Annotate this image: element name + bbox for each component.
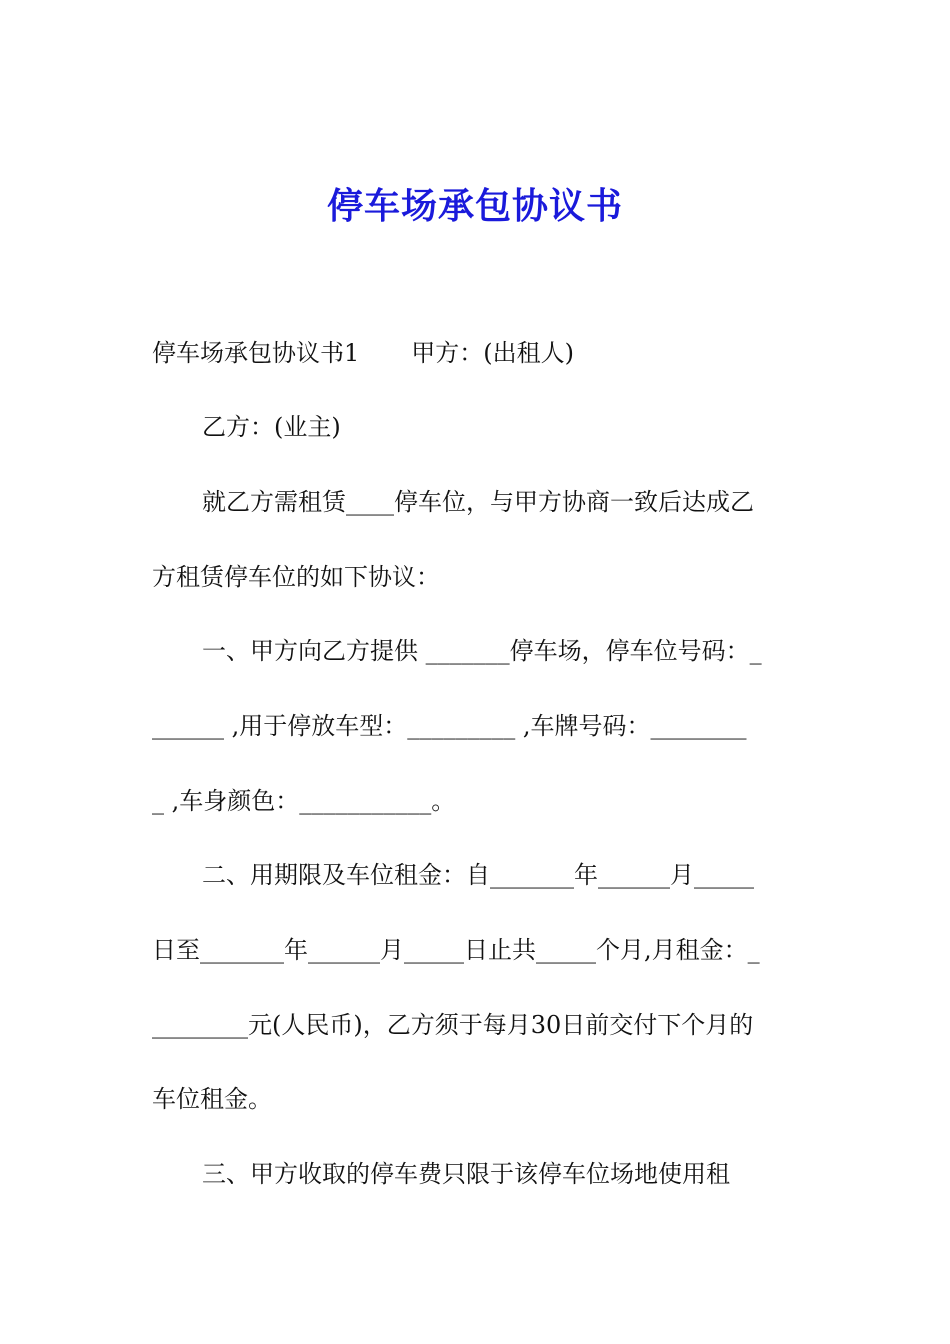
clause-1-line-2: ______ ,用于停放车型：_________ ,车牌号码：________ bbox=[152, 712, 747, 740]
clause-3-line-1: 三、甲方收取的停车费只限于该停车位场地使用租 bbox=[202, 1160, 730, 1188]
clause-1-line-1: 一、甲方向乙方提供 _______停车场，停车位号码：_ bbox=[202, 637, 762, 665]
clause-2-line-2: 日至_______年______月_____日止共_____个月,月租金：_ bbox=[152, 936, 760, 964]
agreement-subtitle: 停车场承包协议书1 bbox=[152, 339, 360, 367]
clause-2-line-3: ________元(人民币)，乙方须于每月30日前交付下个月的 bbox=[152, 1011, 754, 1039]
party-b-line: 乙方：(业主) bbox=[202, 413, 341, 441]
document-title: 停车场承包协议书 bbox=[326, 185, 623, 227]
clause-2-line-1: 二、用期限及车位租金：自_______年______月_____ bbox=[202, 861, 754, 889]
party-a-label: 甲方：(出租人) bbox=[411, 339, 575, 367]
clause-2-line-4: 车位租金。 bbox=[152, 1085, 272, 1113]
intro-line-1: 就乙方需租赁____停车位，与甲方协商一致后达成乙 bbox=[202, 488, 754, 516]
heading-line bbox=[152, 338, 812, 368]
intro-line-2: 方租赁停车位的如下协议： bbox=[152, 563, 440, 591]
clause-1-line-3: _ ,车身颜色：___________。 bbox=[152, 787, 456, 815]
